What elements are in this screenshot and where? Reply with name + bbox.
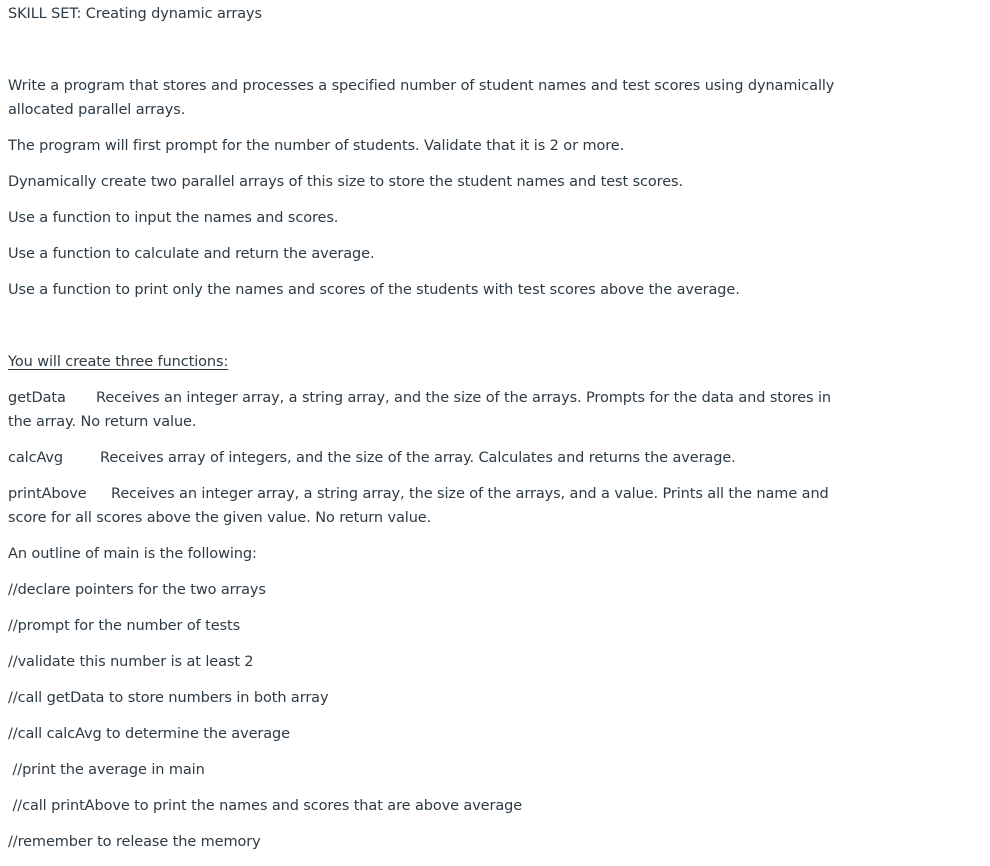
outline-heading: An outline of main is the following: — [8, 546, 257, 562]
function-name-printabove: printAbove — [8, 486, 87, 502]
function-item-calcavg — [8, 446, 848, 470]
outline-step: //print the average in main — [8, 762, 205, 778]
intro-paragraph-3: Dynamically create two parallel arrays of this size to store the student names and test scores. — [8, 174, 684, 190]
outline-step: //call getData to store numbers in both array — [8, 690, 329, 706]
function-desc-calcavg: Receives array of integers, and the size of the array. Calculates and returns the average. — [100, 450, 736, 466]
intro-paragraph-6: Use a function to print only the names and scores of the students with test scores above the average. — [8, 282, 740, 298]
intro-paragraph-5: Use a function to calculate and return the average. — [8, 246, 375, 262]
intro-paragraph-1: Write a program that stores and processes a specified number of student names and test scores using dynamically allocated parallel arrays. — [8, 78, 835, 118]
outline-step: //call calcAvg to determine the average — [8, 726, 290, 742]
outline-step: //validate this number is at least 2 — [8, 654, 254, 670]
outline-step: //remember to release the memory — [8, 834, 261, 850]
function-name-calcavg: calcAvg — [8, 450, 64, 466]
function-desc-printabove: Receives an integer array, a string array, the size of the arrays, and a value. Prints all the name and score for all scores above the given value. No return value. — [8, 486, 829, 526]
page-title: SKILL SET: Creating dynamic arrays — [8, 6, 262, 22]
outline-step: //call printAbove to print the names and scores that are above average — [8, 798, 523, 814]
function-item-printabove — [8, 482, 848, 530]
function-desc-getdata: Receives an integer array, a string array, and the size of the arrays. Prompts for the data and stores in the array. No return value. — [8, 390, 831, 430]
outline-step: //declare pointers for the two arrays — [8, 582, 266, 598]
function-item-getdata — [8, 386, 848, 434]
functions-heading: You will create three functions: — [8, 354, 229, 370]
outline-step: //prompt for the number of tests — [8, 618, 241, 634]
intro-paragraph-2: The program will first prompt for the number of students. Validate that it is 2 or more. — [8, 138, 625, 154]
intro-paragraph-4: Use a function to input the names and scores. — [8, 210, 339, 226]
function-name-getdata: getData — [8, 390, 66, 406]
